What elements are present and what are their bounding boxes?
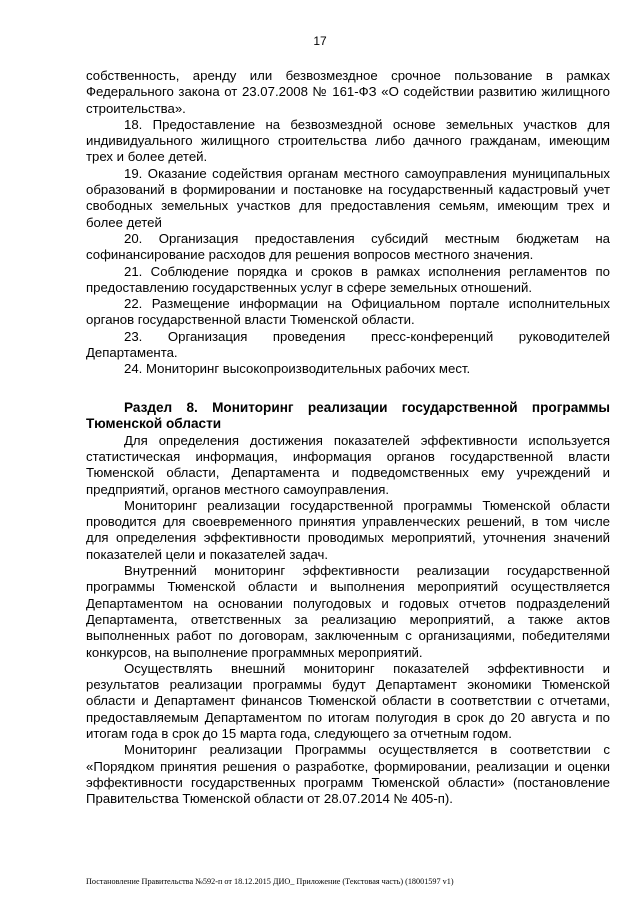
paragraph-continuation: собственность, аренду или безвозмездное срочное пользование в рамках Федерального закона от 23.07.2008 № 161-ФЗ «О содействии развитию жилищного строительства». xyxy=(86,68,610,116)
section-paragraph-3: Внутренний мониторинг эффективности реализации государственной программы Тюменской области и выполнения мероприятий осуществляется Департаментом на основании полугодовых и годовых отчетов подразделений Департамента, ответственных за реализацию мероприятий, а также актов выполненных работ по договорам, заключенным с организациями, победителями конкурсов, на выполнение программных мероприятий. xyxy=(86,563,610,660)
list-item-19: 19. Оказание содействия органам местного самоуправления муниципальных образований в формировании и постановке на государственный кадастровый учет свободных земельных участков для предоставления семьям, имеющим трех и более детей xyxy=(86,165,610,230)
list-item-20: 20. Организация предоставления субсидий местным бюджетам на софинансирование расходов для решения вопросов местного значения. xyxy=(86,230,610,263)
section-paragraph-2: Мониторинг реализации государственной программы Тюменской области проводится для своевременного принятия управленческих решений, в том числе для определения эффективности проводимых мероприятий, уточнения значений показателей цели и показателей задач. xyxy=(86,497,610,562)
list-item-22: 22. Размещение информации на Официальном портале исполнительных органов государственной власти Тюменской области. xyxy=(86,296,610,328)
section-paragraph-5: Мониторинг реализации Программы осуществляется в соответствии с «Порядком принятия решения о разработке, формировании, реализации и оценки эффективности государственных программ Тюменской области» (постановление Правительства Тюменской области от 28.07.2014 № 405-п). xyxy=(86,742,610,807)
section-paragraph-1: Для определения достижения показателей эффективности используется статистическая информация, информация органов государственной власти Тюменской области, Департамента и подведомственных ему учреждений и предприятий, органов местного самоуправления. xyxy=(86,432,610,497)
section-heading: Раздел 8. Мониторинг реализации государственной программы Тюменской области xyxy=(86,399,610,432)
page-footer: Постановление Правительства №592-п от 18.12.2015 ДИО_ Приложение (Текстовая часть) (18001597 v1) xyxy=(86,877,454,886)
list-item-23: 23. Организация проведения пресс-конференций руководителей Департамента. xyxy=(86,328,610,361)
document-body xyxy=(86,68,610,807)
list-item-21: 21. Соблюдение порядка и сроков в рамках исполнения регламентов по предоставлению государственных услуг в сфере земельных отношений. xyxy=(86,263,610,295)
section-paragraph-4: Осуществлять внешний мониторинг показателей эффективности и результатов реализации программы будут Департамент экономики Тюменской области и Департамент финансов Тюменской области в соответствии с отчетами, предоставляемым Департаментом по итогам полугодия в срок до 20 августа и по итогам года в срок до 15 марта года, следующего за отчетным годом. xyxy=(86,660,610,741)
list-item-18: 18. Предоставление на безвозмездной основе земельных участков для индивидуального жилищного строительства либо дачного гражданам, имеющим трех и более детей. xyxy=(86,116,610,165)
list-item-24: 24. Мониторинг высокопроизводительных рабочих мест. xyxy=(124,361,471,377)
page-number: 17 xyxy=(313,34,327,48)
